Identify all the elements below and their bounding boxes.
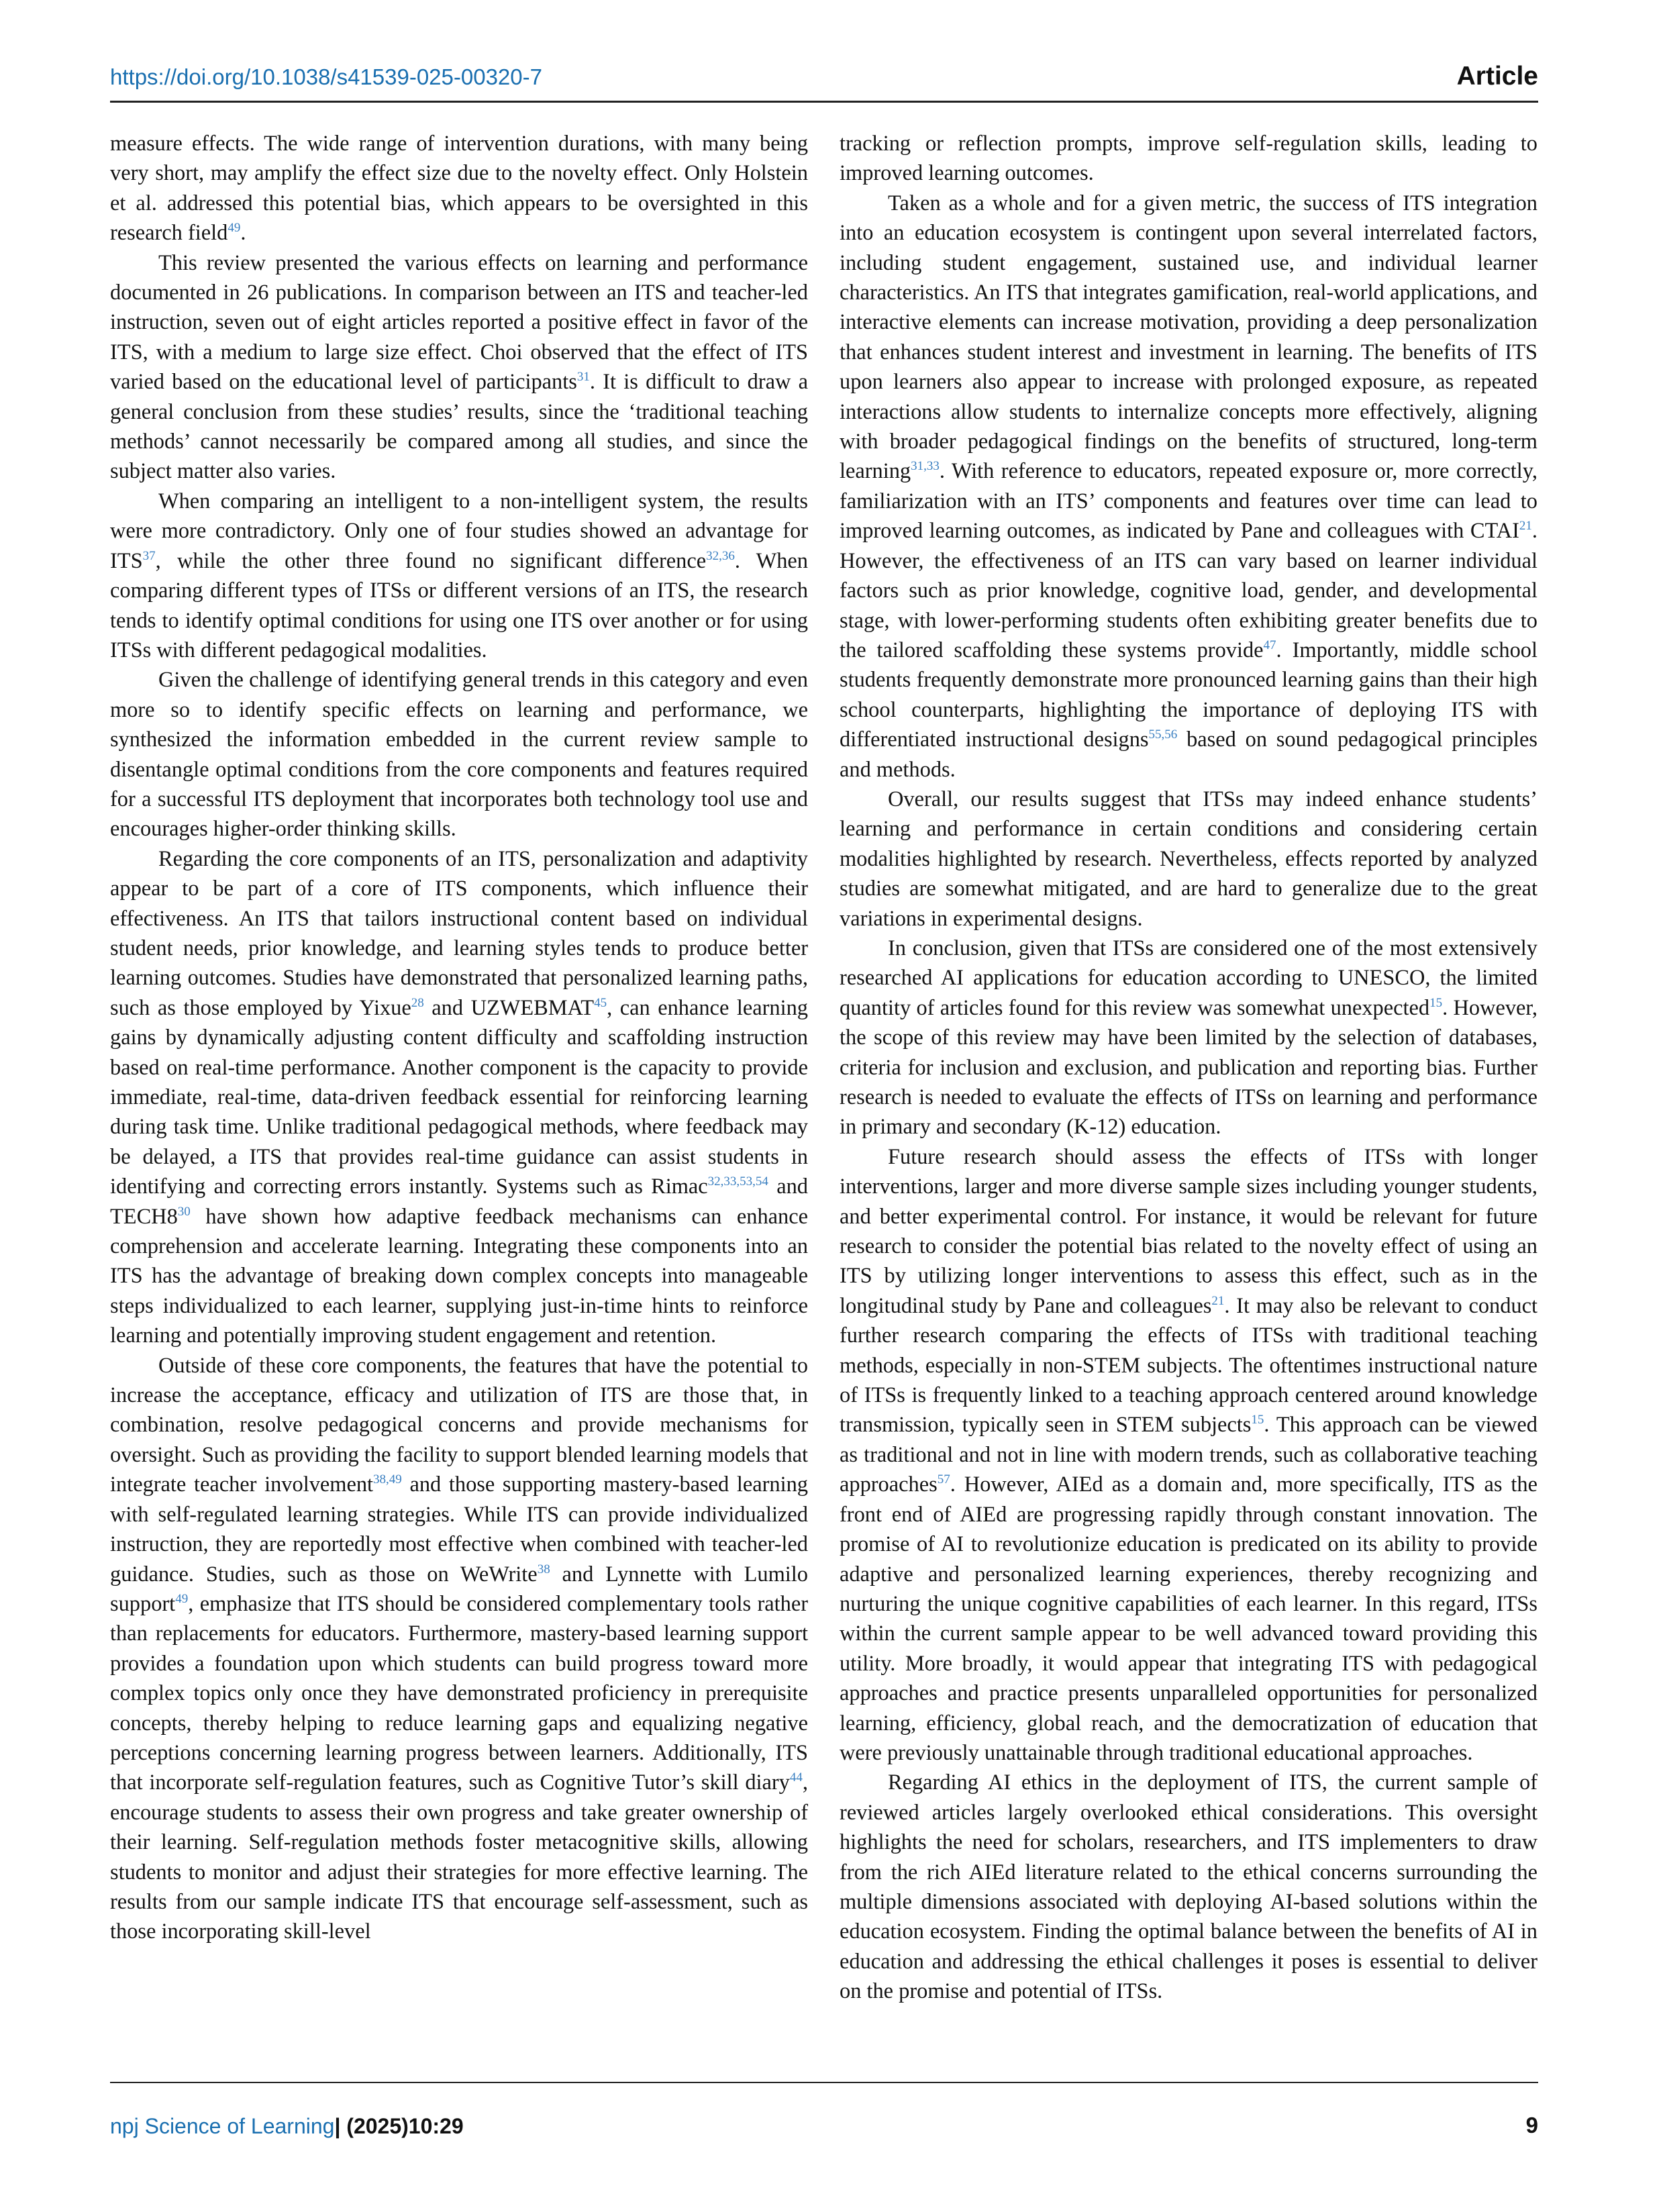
- journal-footer: [110, 2114, 464, 2139]
- paragraph-text: In conclusion, given that ITSs are considered one of the most extensively researched AI applications for education according to UNESCO, the limited quantity of articles found for this review was somewhat unexpected: [840, 936, 1537, 1020]
- journal-citation: (2025)10:29: [346, 2114, 464, 2138]
- paragraph: [840, 1768, 1537, 2006]
- paragraph: [110, 844, 808, 1351]
- citation-reference[interactable]: 15: [1251, 1413, 1264, 1427]
- paragraph-text: and TECH8: [110, 1174, 808, 1229]
- paragraph: [110, 248, 808, 487]
- citation-reference[interactable]: 37: [142, 548, 156, 563]
- citation-reference[interactable]: 44: [789, 1770, 803, 1785]
- paragraph: [840, 1142, 1537, 1768]
- section-label: Article: [1456, 62, 1538, 91]
- paragraph-text: based on sound pedagogical principles and methods.: [840, 727, 1537, 782]
- citation-reference[interactable]: 15: [1429, 995, 1443, 1010]
- paragraph-text: measure effects. The wide range of intervention durations, with many being very short, may amplify the effect size due to the novelty effect. Only Holstein et al. addressed this potential bias, which appears to be oversighted in this research field: [110, 132, 808, 246]
- citation-reference[interactable]: 21: [1519, 519, 1532, 534]
- paragraph-text: When comparing an intelligent to a non-intelligent system, the results were more contradictory. Only one of four studies showed an advantage for ITS: [110, 489, 808, 573]
- citation-reference[interactable]: 32,33,53,54: [707, 1174, 768, 1189]
- footer-separator: |: [334, 2114, 341, 2138]
- right-column: [840, 129, 1537, 2007]
- paragraph: [840, 934, 1537, 1142]
- paragraph-text: This review presented the various effects on learning and performance documented in 26 publications. In comparison between an ITS and teacher-led instruction, seven out of eight articles reported a positive effect in favor of the ITS, with a medium to large size effect. Choi observed that the effect of ITS varied based on the educational level of participants: [110, 250, 808, 395]
- paragraph-text: . It may also be relevant to conduct further research comparing the effects of ITSs with traditional teaching methods, especially in non-STEM subjects. The oftentimes instructional nature of ITSs is frequently linked to a teaching approach centered around knowledge transmission, typically seen in STEM subjects: [840, 1293, 1537, 1438]
- paragraph-text: . However, the scope of this review may have been limited by the selection of databases, criteria for inclusion and exclusion, and publication and reporting bias. Further research is needed to evaluate the effects of ITSs on learning and performance in primary and secondary (K-12) education.: [840, 995, 1538, 1140]
- citation-reference[interactable]: 57: [937, 1472, 950, 1487]
- paragraph-text: . However, the effectiveness of an ITS can vary based on learner individual factors such as prior knowledge, cognitive load, gender, and developmental stage, with lower-performing students often exhibiting greater benefits due to the tailored scaffolding these systems provide: [840, 519, 1537, 662]
- paragraph: [110, 1351, 808, 1947]
- paragraph-text: tracking or reflection prompts, improve self-regulation skills, leading to improved learning outcomes.: [840, 132, 1537, 186]
- paragraph: [840, 129, 1537, 189]
- citation-reference[interactable]: 30: [177, 1204, 191, 1219]
- citation-reference[interactable]: 38,49: [373, 1472, 402, 1487]
- paragraph-text: Future research should assess the effects of ITSs with longer interventions, larger and more diverse sample sizes including younger students, and better experimental control. For instance, it would be relevant for future research to consider the potential bias related to the novelty effect of using an ITS by utilizing longer interventions to assess this effect, such as in the longitudinal study by Pane and colleagues: [840, 1144, 1537, 1318]
- footer-divider: [110, 2082, 1538, 2083]
- paragraph-text: Given the challenge of identifying general trends in this category and even more so to identify specific effects on learning and performance, we synthesized the information embedded in the current review sample to disentangle optimal conditions from the core components and features required for a successful ITS deployment that incorporates both technology tool use and encourages higher-order thinking skills.: [110, 668, 808, 842]
- citation-reference[interactable]: 31: [576, 370, 590, 385]
- citation-reference[interactable]: 47: [1263, 638, 1276, 653]
- citation-reference[interactable]: 45: [594, 995, 607, 1010]
- paragraph: [110, 129, 808, 248]
- paragraph-text: Outside of these core components, the features that have the potential to increase the acceptance, efficacy and utilization of ITS are those that, in combination, resolve pedagogical concerns and provide mechanisms for oversight. Such as providing the facility to support blended learning models that integrate teacher involvement: [110, 1353, 808, 1497]
- page-number: 9: [1525, 2113, 1538, 2138]
- paragraph-text: and those supporting mastery-based learning with self-regulated learning strategies. While ITS can provide individualized instruction, they are reportedly most effective when combined with teacher-led guidance. Studies, such as those on WeWrite: [110, 1472, 808, 1587]
- paragraph: [110, 665, 808, 844]
- paragraph-text: and Lynnette with Lumilo support: [110, 1562, 808, 1616]
- paragraph-text: . However, AIEd as a domain and, more specifically, ITS as the front end of AIEd are progressing rapidly through constant innovation. The promise of AI to revolutionize education is predicated on its ability to provide adaptive and personalized learning experiences, thereby recognizing and nurturing the unique cognitive capabilities of each learner. In this regard, ITSs within the current sample appear to be well advanced toward providing this utility. More broadly, it would appear that integrating ITS with pedagogical approaches and practice presents unparalleled opportunities for personalized learning, efficiency, global reach, and the democratization of education that were previously unattainable through traditional educational approaches.: [840, 1472, 1537, 1765]
- citation-reference[interactable]: 32,36: [706, 548, 735, 563]
- paragraph-text: . This approach can be viewed as traditional and not in line with modern trends, such as collaborative teaching approaches: [840, 1413, 1537, 1497]
- paragraph-text: , emphasize that ITS should be considered complementary tools rather than replacements for educators. Furthermore, mastery-based learning support provides a foundation upon which students can build progress toward more complex topics only once they have demonstrated proficiency in prerequisite concepts, thereby helping to reduce learning gaps and equalizing negative perceptions concerning learning progress between learners. Additionally, ITS that incorporate self-regulation features, such as Cognitive Tutor’s skill diary: [110, 1591, 808, 1795]
- paragraph-text: .: [240, 221, 246, 246]
- paragraph-text: , while the other three found no significant difference: [155, 548, 707, 573]
- citation-reference[interactable]: 55,56: [1148, 727, 1178, 742]
- journal-name[interactable]: npj Science of Learning: [110, 2114, 335, 2138]
- paragraph-text: , encourage students to assess their own progress and take greater ownership of their learning. Self-regulation methods foster metacognitive skills, allowing students to monitor and adjust their strategies for more effective learning. The results from our sample indicate ITS that encourage self-assessment, such as those incorporating skill-level: [110, 1770, 808, 1944]
- paragraph-text: Taken as a whole and for a given metric, the success of ITS integration into an education ecosystem is contingent upon several interrelated factors, including student engagement, sustained use, and individual learner characteristics. An ITS that integrates gamification, real-world applications, and interactive elements can increase motivation, providing a deep personalization that enhances student interest and investment in learning. The benefits of ITS upon learners also appear to increase with prolonged exposure, as repeated interactions allow students to internalize concepts more effectively, aligning with broader pedagogical findings on the benefits of structured, long-term learning: [840, 191, 1537, 484]
- citation-reference[interactable]: 49: [175, 1592, 189, 1607]
- paragraph-text: Regarding the core components of an ITS, personalization and adaptivity appear to be part of a core of ITS components, which influence their effectiveness. An ITS that tailors instructional content based on individual student needs, prior knowledge, and learning styles tends to produce better learning outcomes. Studies have demonstrated that personalized learning paths, such as those employed by Yixue: [110, 846, 808, 1020]
- paragraph-text: have shown how adaptive feedback mechanisms can enhance comprehension and accelerate learning. Integrating these components into an ITS has the advantage of breaking down complex concepts into manageable steps individualized to each learner, supplying just-in-time hints to reinforce learning and potentially improving student engagement and retention.: [110, 1204, 808, 1348]
- citation-reference[interactable]: 49: [228, 221, 241, 236]
- paragraph: [110, 487, 808, 665]
- paragraph: [840, 785, 1537, 934]
- paragraph-text: Regarding AI ethics in the deployment of ITS, the current sample of reviewed articles largely overlooked ethical considerations. This oversight highlights the need for scholars, researchers, and ITS implementers to draw from the rich AIEd literature related to the ethical concerns surrounding the multiple dimensions associated with deploying AI-based solutions within the education ecosystem. Finding the optimal balance between the benefits of AI in education and addressing the ethical challenges it poses is essential to deliver on the promise and potential of ITSs.: [840, 1770, 1537, 2004]
- citation-reference[interactable]: 38: [537, 1562, 550, 1576]
- paragraph-text: . When comparing different types of ITSs or different versions of an ITS, the research tends to identify optimal conditions for using one ITS over another or for using ITSs with different pedagogical modalities.: [110, 548, 808, 662]
- paragraph: [840, 189, 1537, 785]
- paragraph-text: . With reference to educators, repeated exposure or, more correctly, familiarization with an ITS’ components and features over time can lead to improved learning outcomes, as indicated by Pane and colleagues with CTAI: [840, 459, 1537, 544]
- paragraph-text: Overall, our results suggest that ITSs may indeed enhance students’ learning and performance in certain conditions and considering certain modalities highlighted by research. Nevertheless, effects reported by analyzed studies are somewhat mitigated, and are hard to generalize due to the great variations in experimental designs.: [840, 787, 1537, 931]
- paragraph-text: , can enhance learning gains by dynamically adjusting content difficulty and scaffolding instruction based on real-time performance. Another component is the capacity to provide immediate, real-time, data-driven feedback essential for reinforcing learning during task time. Unlike traditional pedagogical methods, where feedback may be delayed, a ITS that provides real-time guidance can assist students in identifying and correcting errors instantly. Systems such as Rimac: [110, 995, 808, 1199]
- paragraph-text: . It is difficult to draw a general conclusion from these studies’ results, since the ‘traditional teaching methods’ cannot necessarily be compared among all studies, and since the subject matter also varies.: [110, 370, 808, 484]
- paragraph-text: and UZWEBMAT: [423, 995, 595, 1020]
- citation-reference[interactable]: 28: [411, 995, 424, 1010]
- citation-reference[interactable]: 21: [1211, 1294, 1225, 1309]
- citation-reference[interactable]: 31,33: [911, 459, 940, 474]
- header-divider: [110, 101, 1538, 103]
- paragraph-text: . Importantly, middle school students frequently demonstrate more pronounced learning gains than their high school counterparts, highlighting the importance of deploying ITS with differentiated instructional designs: [840, 638, 1537, 752]
- doi-link[interactable]: https://doi.org/10.1038/s41539-025-00320-7: [110, 64, 542, 89]
- left-column: [110, 129, 808, 1947]
